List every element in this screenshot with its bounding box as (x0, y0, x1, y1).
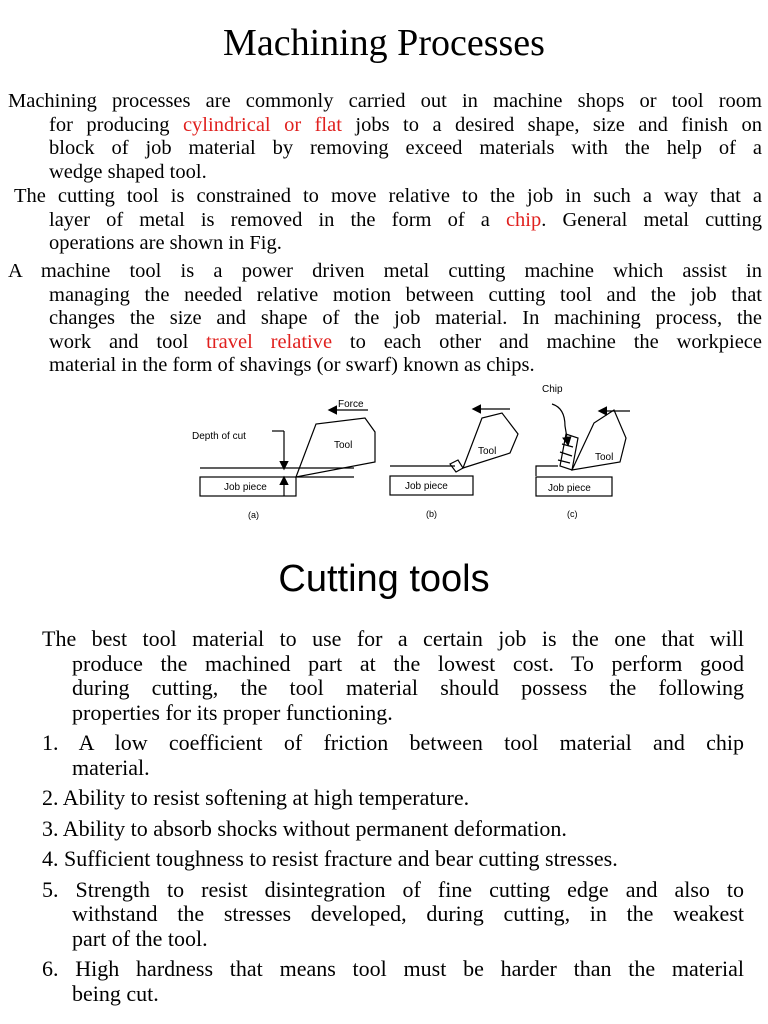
highlight-text: travel relative (206, 330, 333, 353)
caption-b: (b) (426, 509, 437, 519)
text-line: The best tool material to use for a certain job is the one that will (42, 626, 744, 651)
highlight-text: chip (505, 208, 542, 231)
depth-label: Depth of cut (192, 431, 246, 442)
force-label: Force (338, 399, 364, 410)
tool-properties-list (42, 731, 744, 1012)
paragraph-cutting-tool-motion (14, 185, 762, 256)
text-line: managing the needed relative motion between cutting tool and the job that (49, 283, 762, 306)
tool-b (463, 413, 518, 468)
figure-panel-c (536, 384, 630, 519)
caption-a: (a) (248, 510, 259, 520)
list-item: 4. Sufficient toughness to resist fracture and bear cutting stresses. (42, 846, 618, 871)
text-line: A machine tool is a power driven metal cutting machine which assist in (8, 260, 762, 282)
cutting-operations-figure (180, 378, 650, 523)
text-line: The cutting tool is constrained to move relative to the job in such a way that a (14, 185, 762, 207)
text-line: Machining processes are commonly carried out in machine shops or tool room (8, 90, 762, 112)
list-item: 3. Ability to absorb shocks without permanent deformation. (42, 815, 567, 841)
paragraph-machining-intro (8, 90, 762, 184)
paragraph-tool-material (42, 627, 744, 725)
tool-label: Tool (334, 440, 353, 451)
text-line: material in the form of shavings (or swarf) known as chips. (49, 354, 535, 376)
text-line: for producing cylindrical or flat jobs to a desired shape, size and finish on (49, 113, 762, 136)
list-item: 5. Strength to resist disintegration of fine cutting edge and also to withstand the stresses developed, during cutting, in the weakest part of the tool. (42, 876, 744, 951)
chip-b (450, 460, 463, 472)
list-item: 2. Ability to resist softening at high temperature. (42, 785, 470, 810)
list-item: 1. A low coefficient of friction between tool material and chip material. (42, 730, 744, 780)
chip-label: Chip (542, 384, 563, 395)
text-line: produce the machined part at the lowest cost. To perform good (72, 650, 744, 676)
page-title-cutting-tools: Cutting tools (278, 558, 490, 600)
figure-panel-a (192, 399, 375, 520)
caption-c: (c) (567, 509, 578, 519)
tool-label-b: Tool (478, 446, 497, 457)
page-title-machining: Machining Processes (223, 22, 545, 64)
text-line: changes the size and shape of the job material. In machining process, the (49, 307, 762, 329)
job-label-b: Job piece (405, 481, 448, 492)
paragraph-machine-tool (8, 260, 762, 378)
tool-label-c: Tool (595, 452, 614, 463)
text-line: block of job material by removing exceed materials with the help of a (49, 137, 762, 159)
job-label-c: Job piece (548, 483, 591, 494)
chip-c (560, 434, 578, 470)
text-line: work and tool travel relative to each other and machine the workpiece (49, 330, 762, 353)
figure-panel-b (390, 409, 518, 519)
text-line: operations are shown in Fig. (49, 232, 282, 254)
text-line: wedge shaped tool. (49, 160, 207, 183)
highlight-text: cylindrical or flat (182, 113, 342, 136)
list-item: 6. High hardness that means tool must be harder than the material being cut. (42, 956, 744, 1006)
text-line: layer of metal is removed in the form of a chip. General metal cutting (49, 208, 763, 231)
text-line: during cutting, the tool material should possess the following (72, 675, 744, 700)
job-label: Job piece (224, 482, 267, 493)
text-line: properties for its proper functioning. (72, 699, 393, 725)
